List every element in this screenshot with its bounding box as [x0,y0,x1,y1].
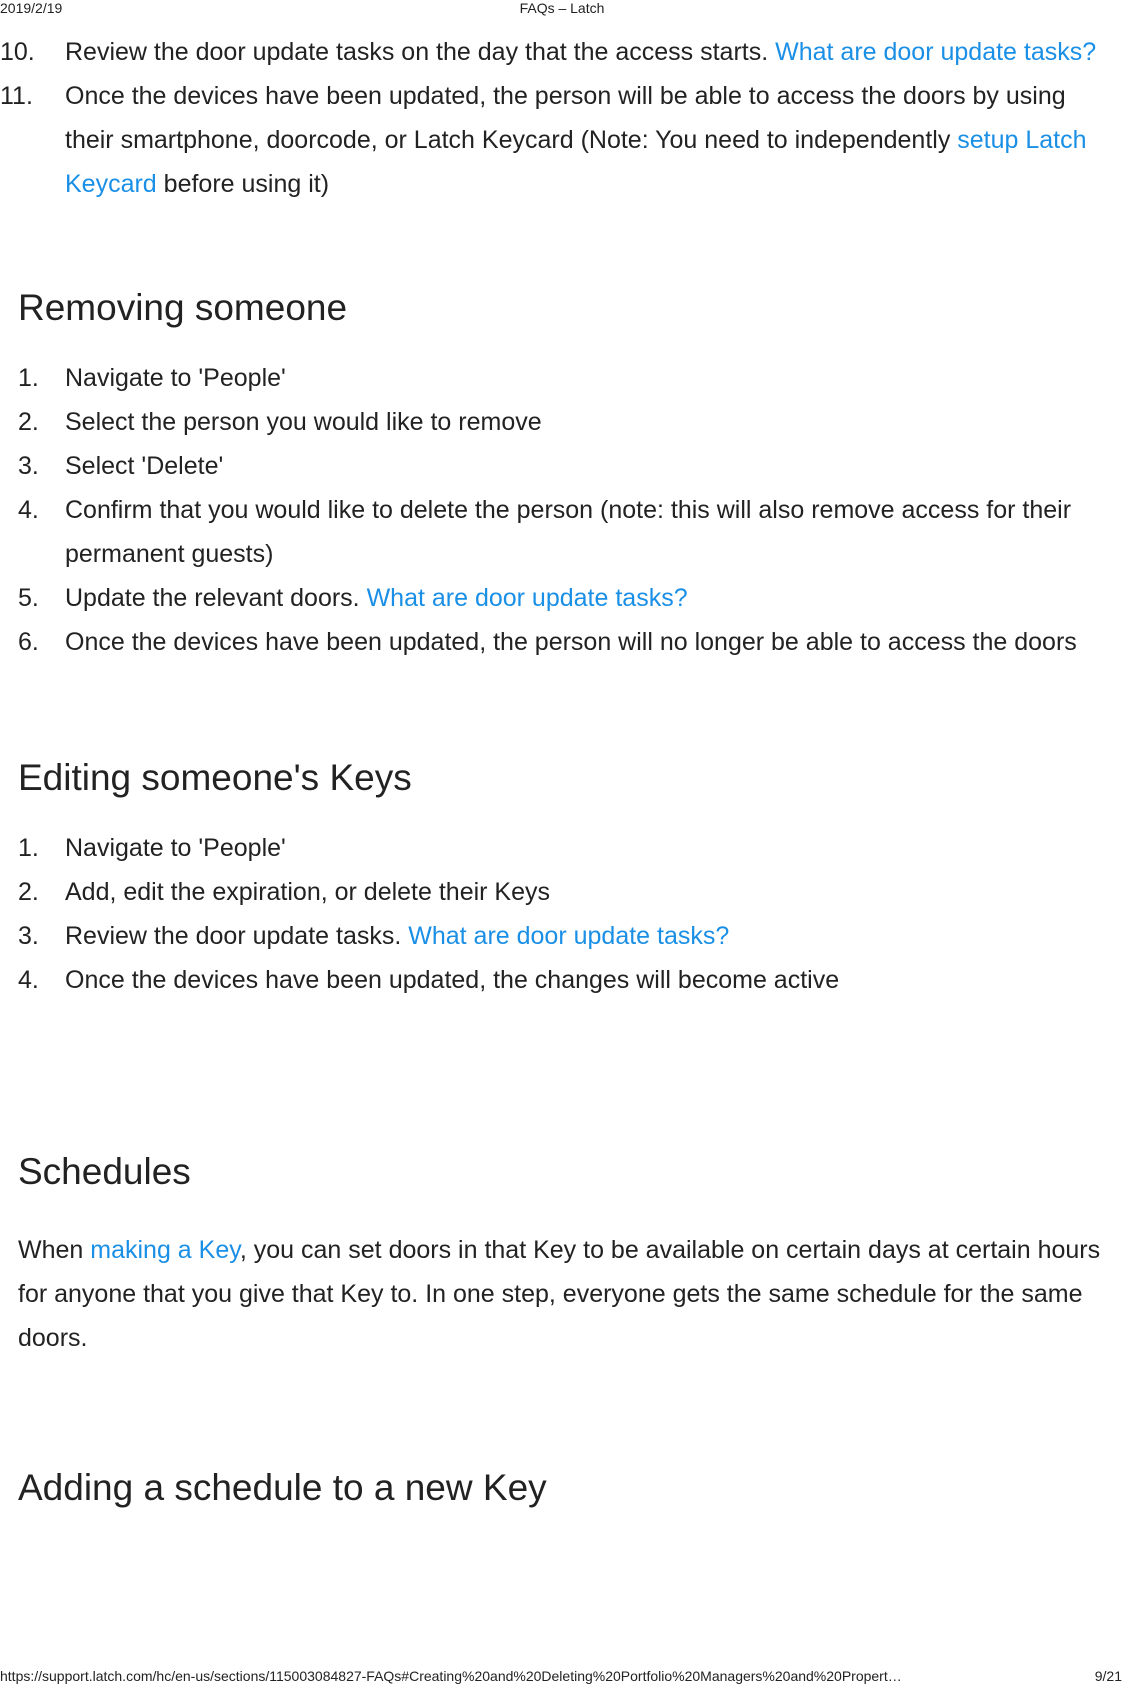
list-item [18,356,1108,400]
list-item-text: Once the devices have been updated, the changes will become active [65,966,840,994]
list-item-text: Confirm that you would like to delete the person (note: this will also remove access for their permanent guests) [65,496,1072,568]
list-number: 10. [0,38,35,66]
list-item [18,870,1108,914]
door-update-tasks-link[interactable]: What are door update tasks? [366,584,688,612]
list-number: 5. [18,584,39,612]
list-number: 4. [18,966,39,994]
list-item-text: Update the relevant doors. [65,584,367,612]
section-heading-removing: Removing someone [18,287,348,328]
print-date: 2019/2/19 [0,0,63,16]
schedules-paragraph [18,1228,1108,1360]
print-page-title: FAQs – Latch [519,0,605,16]
editing-steps-list [18,826,1108,1002]
list-number: 11. [0,82,33,110]
door-update-tasks-link[interactable]: What are door update tasks? [775,38,1097,66]
section-heading-adding-schedule: Adding a schedule to a new Key [18,1467,547,1508]
section-heading-editing: Editing someone's Keys [18,757,412,798]
print-header [0,0,1124,18]
list-item [0,30,1108,74]
list-item-text: Navigate to 'People' [65,364,286,392]
list-item-text: Add, edit the expiration, or delete their Keys [65,878,551,906]
list-item [18,400,1108,444]
list-number: 1. [18,364,39,392]
intro-steps-list [0,30,1108,206]
list-item [0,74,1108,206]
list-item-text: Once the devices have been updated, the person will be able to access the doors by using their smartphone, doorcode, or Latch Keycard (Note: You need to independently [65,82,1066,154]
list-item-text-after: before using it) [156,170,330,198]
article-content [0,30,1108,1510]
list-number: 3. [18,922,39,950]
print-url: https://support.latch.com/hc/en-us/sections/115003084827-FAQs#Creating%20and%20Deleting%20Portfolio%20Managers%20and%20Propert… [0,1668,902,1684]
door-update-tasks-link[interactable]: What are door update tasks? [408,922,730,950]
list-number: 2. [18,408,39,436]
page-number: 9/21 [1094,1668,1122,1684]
list-item [18,826,1108,870]
list-item [18,444,1108,488]
list-number: 4. [18,496,39,524]
list-number: 1. [18,834,39,862]
list-item-text: Once the devices have been updated, the person will no longer be able to access the doors [65,628,1077,656]
list-item [18,620,1108,664]
paragraph-text-after: , you can set doors in that Key to be available on certain days at certain hours for anyone that you give that Key to. In one step, everyone gets the same schedule for the same doors. [18,1236,1101,1352]
setup-keycard-link[interactable]: setup Latch Keycard [65,126,1087,198]
section-heading-schedules: Schedules [18,1151,191,1192]
list-item-text: Review the door update tasks on the day that the access starts. [65,38,776,66]
list-item [18,958,1108,1002]
list-item-text: Select the person you would like to remove [65,408,542,436]
list-item [18,576,1108,620]
list-number: 3. [18,452,39,480]
list-item-text: Navigate to 'People' [65,834,286,862]
list-item-text: Select 'Delete' [65,452,224,480]
list-item [18,914,1108,958]
print-footer [0,1666,1124,1686]
making-a-key-link[interactable]: making a Key [90,1236,240,1264]
list-item-text: Review the door update tasks. [65,922,409,950]
list-number: 6. [18,628,39,656]
list-number: 2. [18,878,39,906]
list-item [18,488,1108,576]
removing-steps-list [18,356,1108,664]
paragraph-text: When [18,1236,91,1264]
